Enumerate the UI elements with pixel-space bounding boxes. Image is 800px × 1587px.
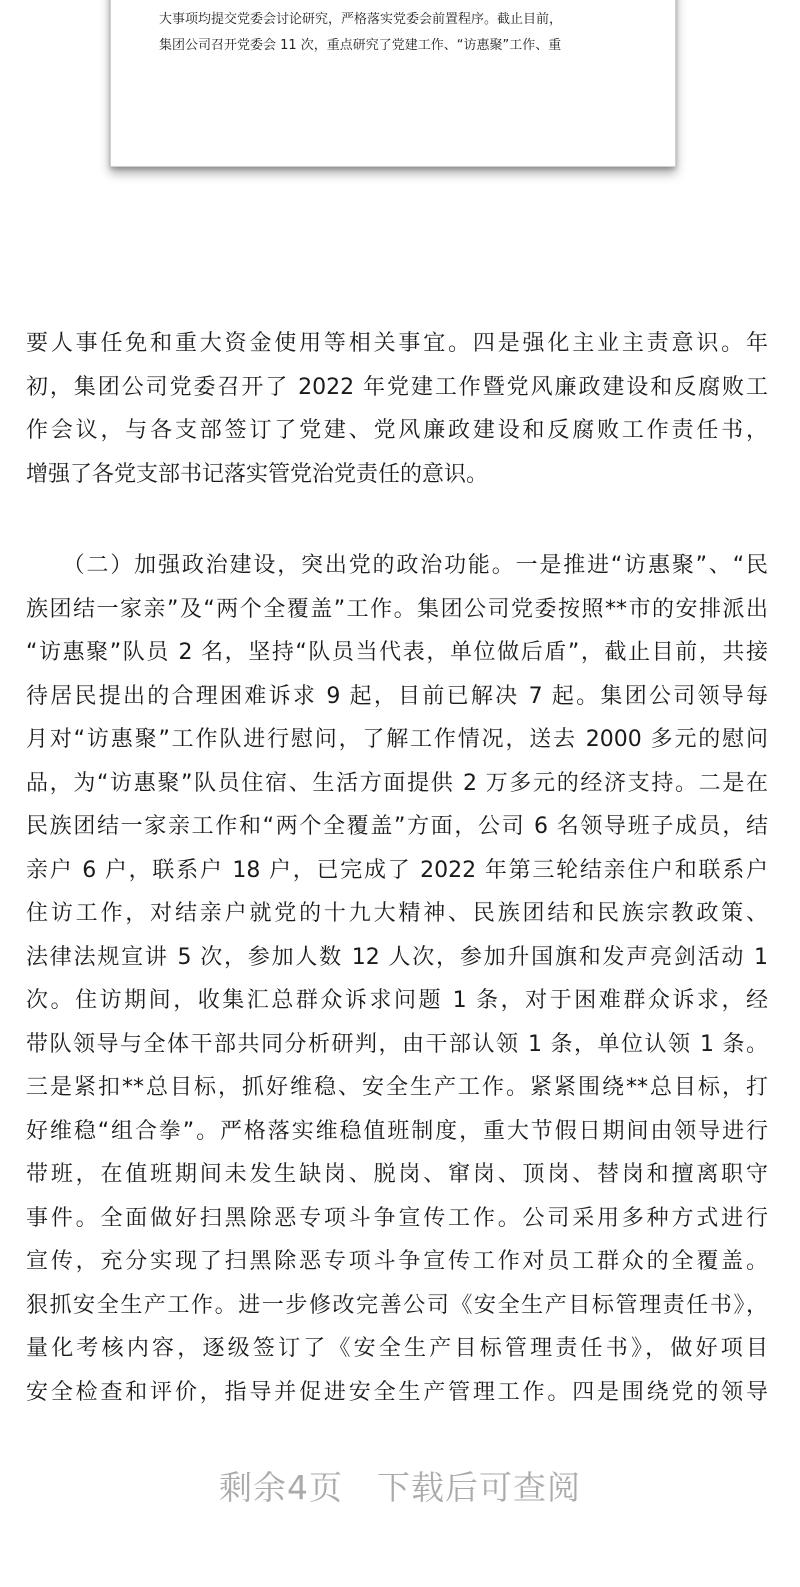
preview-line: 大事项均提交党委会讨论研究，严格落实党委会前置程序。截止目前，	[159, 12, 563, 27]
text-line: 待居民提出的合理困难诉求 9 起，目前已解决 7 起。集团公司领导每	[26, 683, 768, 709]
text-line: 宣传，充分实现了扫黑除恶专项斗争宣传工作对员工群众的全覆盖。	[26, 1249, 768, 1274]
text-line: 好维稳“组合拳”。严格落实维稳值班制度，重大节假日期间由领导进行	[26, 1118, 768, 1144]
preview-line: 集团公司召开党委会 11 次，重点研究了党建工作、“访惠聚”工作、重	[159, 38, 562, 53]
download-hint-label: 下载后可查阅	[377, 1468, 581, 1507]
text-line: 要人事任免和重大资金使用等相关事宜。四是强化主业主责意识。年	[26, 331, 768, 356]
text-line: 带队领导与全体干部共同分析研判，由干部认领 1 条，单位认领 1 条。	[26, 1031, 768, 1057]
text-line: 民族团结一家亲工作和“两个全覆盖”方面，公司 6 名领导班子成员，结	[26, 814, 768, 839]
text-line: “访惠聚”队员 2 名，坚持“队员当代表，单位做后盾”，截止目前，共接	[26, 640, 768, 665]
text-line: 带班，在值班期间未发生缺岗、脱岗、窜岗、顶岗、替岗和擅离职守	[26, 1162, 768, 1187]
document-paragraph-1	[26, 322, 768, 496]
remaining-pages-label: 剩余4页	[219, 1468, 343, 1507]
text-line: 法律法规宣讲 5 次，参加人数 12 人次，参加升国旗和发声亮剑活动 1	[26, 944, 768, 970]
text-line: 品，为“访惠聚”队员住宿、生活方面提供 2 万多元的经济支持。二是在	[26, 770, 768, 796]
text-line: 狠抓安全生产工作。进一步修改完善公司《安全生产目标管理责任书》，	[26, 1292, 768, 1318]
text-line: 量化考核内容，逐级签订了《安全生产目标管理责任书》，做好项目	[26, 1336, 768, 1361]
text-line: 安全检查和评价，指导并促进安全生产管理工作。四是围绕党的领导	[26, 1379, 768, 1405]
text-line: 月对“访惠聚”工作队进行慰问，了解工作情况，送去 2000 多元的慰问	[26, 727, 768, 752]
download-to-read-banner[interactable]	[0, 1462, 800, 1509]
text-line: 增强了各党支部书记落实管党治党责任的意识。	[26, 461, 489, 487]
document-paragraph-2	[26, 544, 768, 1414]
text-line: 族团结一家亲”及“两个全覆盖”工作。集团公司党委按照**市的安排派出	[26, 596, 768, 622]
preview-text	[159, 7, 639, 59]
document-preview-card	[110, 0, 676, 167]
text-line: 住访工作，对结亲户就党的十九大精神、民族团结和民族宗教政策、	[26, 901, 768, 926]
text-line: 三是紧扣**总目标，抓好维稳、安全生产工作。紧紧围绕**总目标，打	[26, 1075, 768, 1100]
text-line: 亲户 6 户，联系户 18 户，已完成了 2022 年第三轮结亲住户和联系户	[26, 857, 768, 883]
text-line: 初，集团公司党委召开了 2022 年党建工作暨党风廉政建设和反腐败工	[26, 374, 768, 400]
text-line: （二）加强政治建设，突出党的政治功能。一是推进“访惠聚”、“民	[26, 553, 768, 578]
text-line: 次。住访期间，收集汇总群众诉求问题 1 条，对于困难群众诉求，经	[26, 988, 768, 1013]
text-line: 作会议，与各支部签订了党建、党风廉政建设和反腐败工作责任书，	[26, 418, 768, 443]
text-line: 事件。全面做好扫黑除恶专项斗争宣传工作。公司采用多种方式进行	[26, 1205, 768, 1231]
